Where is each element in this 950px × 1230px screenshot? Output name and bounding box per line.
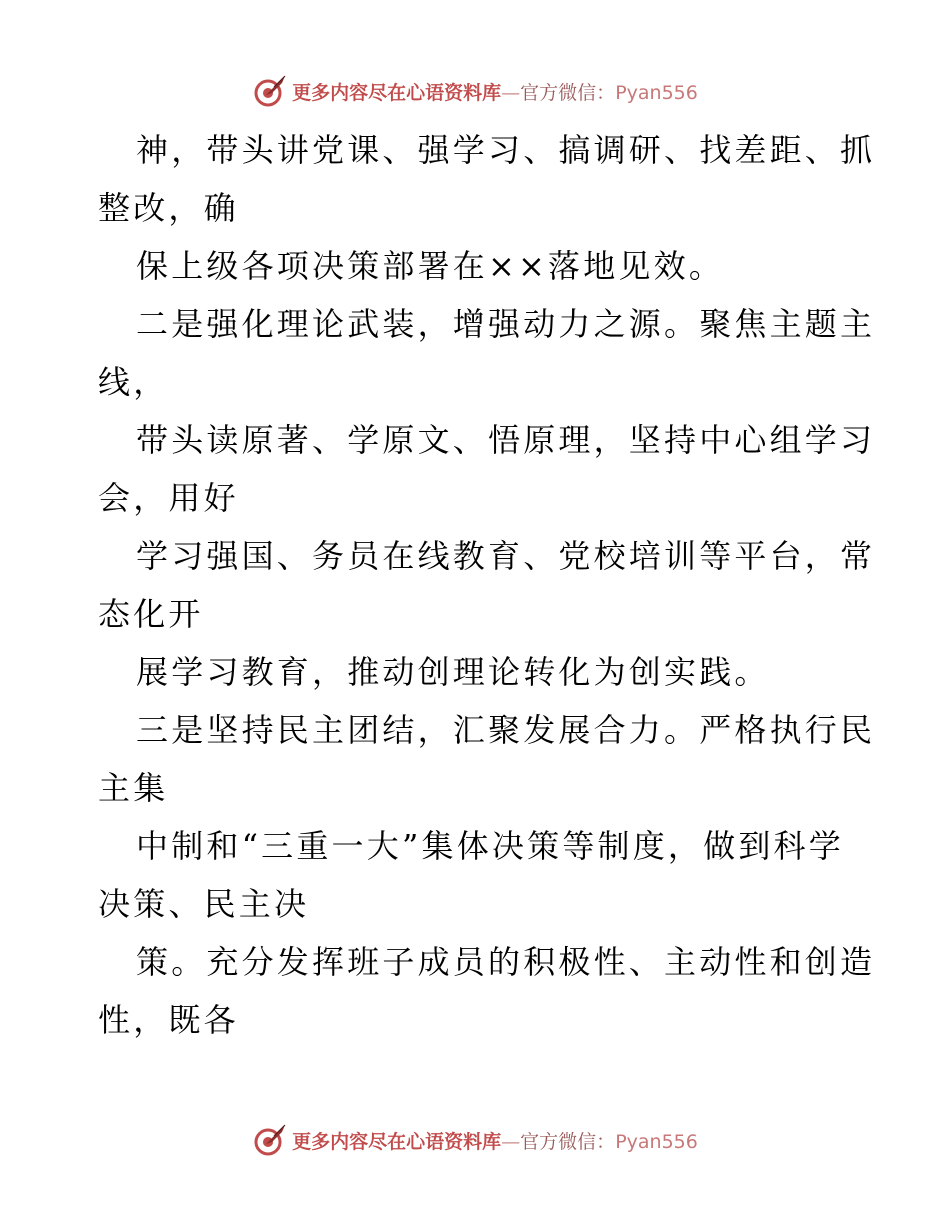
body-line: 线， (98, 363, 169, 401)
body-line: 三是坚持民主团结，汇聚发展合力。严格执行民 (136, 711, 876, 749)
quill-logo-icon (252, 73, 288, 109)
quill-logo-icon (252, 1122, 288, 1158)
body-line: 性，既各 (98, 1001, 239, 1039)
footer-brand-text: 更多内容尽在心语资料库 (292, 1130, 502, 1153)
footer-banner-text (292, 1127, 698, 1154)
body-line: 神，带头讲党课、强学习、搞调研、找差距、抓 (136, 131, 876, 169)
footer-banner-content (252, 1122, 698, 1158)
body-line: 展学习教育，推动创理论转化为创实践。 (136, 653, 770, 691)
body-line: 二是强化理论武装，增强动力之源。聚焦主题主 (136, 305, 876, 343)
body-line: 带头读原著、学原文、悟原理，坚持中心组学习 (136, 421, 876, 459)
body-line: 态化开 (98, 595, 204, 633)
header-banner (0, 71, 950, 111)
document-body (98, 121, 876, 1049)
body-line: 主集 (98, 769, 169, 807)
footer-banner (0, 1120, 950, 1160)
footer-official-label: 官方微信： (520, 1130, 616, 1153)
footer-dash: — (501, 1130, 521, 1153)
body-line: 策。充分发挥班子成员的积极性、主动性和创造 (136, 943, 876, 981)
header-brand-text: 更多内容尽在心语资料库 (292, 81, 502, 104)
body-line: 学习强国、务员在线教育、党校培训等平台，常 (136, 537, 876, 575)
header-official-label: 官方微信： (520, 81, 616, 104)
body-line: 中制和“三重一大”集体决策等制度，做到科学 (136, 827, 844, 865)
body-line: 会，用好 (98, 479, 239, 517)
header-banner-text (292, 78, 698, 105)
header-banner-content (252, 73, 698, 109)
body-line: 整改，确 (98, 189, 239, 227)
body-line: 保上级各项决策部署在××落地见效。 (136, 247, 725, 285)
header-wechat-id: Pyan556 (615, 81, 698, 104)
body-line: 决策、民主决 (98, 885, 310, 923)
header-dash: — (501, 81, 521, 104)
footer-wechat-id: Pyan556 (615, 1130, 698, 1153)
